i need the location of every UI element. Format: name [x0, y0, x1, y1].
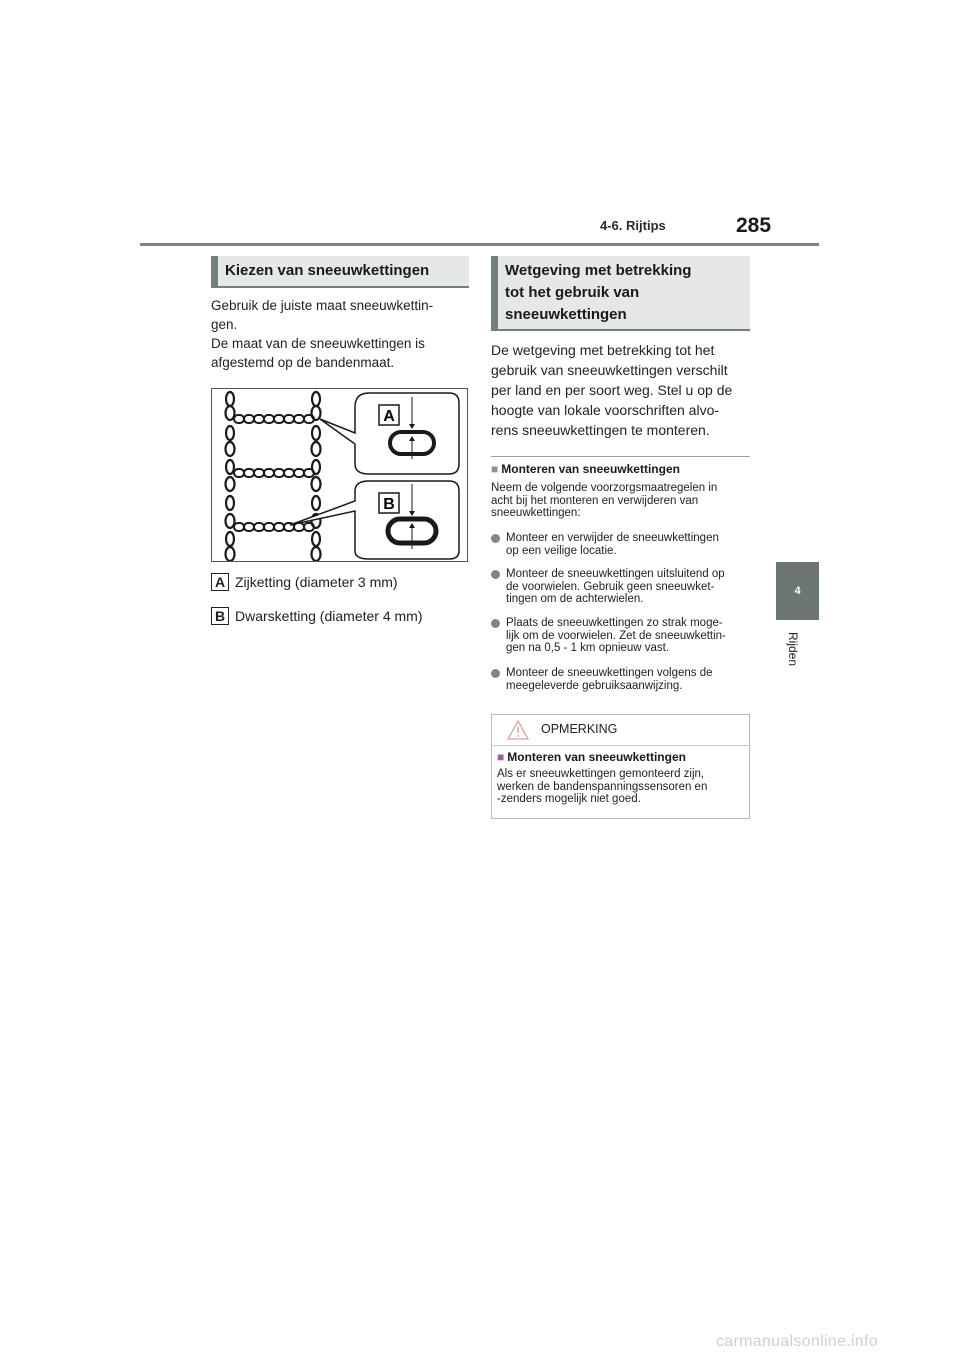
text-line: sneeuwkettingen: [491, 507, 581, 519]
divider [491, 456, 750, 457]
text-line: acht bij het monteren en verwijderen van [491, 494, 699, 507]
note-box [491, 714, 750, 819]
text-line: Als er sneeuwkettingen gemonteerd zijn, [497, 768, 705, 780]
text-line: werken de bandenspanningssensoren en [497, 780, 708, 793]
section-heading-snow-chains: Kiezen van sneeuwkettingen [211, 256, 469, 288]
text-line: afgestemd op de bandenmaat. [211, 355, 395, 370]
text-line: Monteer de sneeuwkettingen volgens de [506, 667, 713, 679]
text-line: rens sneeuwkettingen te monteren. [491, 422, 710, 438]
note-subheading: ■ Monteren van sneeuwkettingen [497, 750, 686, 764]
chapter-tab: 4 [776, 562, 819, 620]
heading-line: Wetgeving met betrekking [505, 262, 692, 279]
text-line: De wetgeving met betrekking tot het [491, 342, 715, 358]
legend-text: Zijketting (diameter 3 mm) [235, 574, 398, 590]
legend-item-b [211, 607, 423, 625]
callout-label-b: B [383, 496, 395, 513]
subheading-mounting: ■ Monteren van sneeuwkettingen [491, 462, 680, 476]
section-heading-legislation [491, 256, 750, 331]
chapter-label: Rijden [786, 632, 800, 667]
text-line: hoogte van lokale voorschriften alvo- [491, 402, 720, 418]
text-line: Plaats de sneeuwkettingen zo strak moge- [506, 617, 723, 629]
text-line: Neem de volgende voorzorgsmaatregelen in [491, 482, 718, 494]
text-line: -zenders mogelijk niet goed. [497, 793, 641, 805]
bullet-dot-icon [491, 570, 500, 579]
text-line: Monteer en verwijder de sneeuwkettingen [506, 532, 719, 544]
heading-line: tot het gebruik van [505, 284, 640, 301]
snow-chain-illustration [211, 388, 468, 562]
legend-item-a [211, 573, 398, 591]
section-title: 4-6. Rijtips [600, 218, 666, 233]
text-line: gen na 0,5 - 1 km opnieuw vast. [506, 642, 670, 654]
text-line: Gebruik de juiste maat sneeuwkettin- [211, 298, 434, 313]
text-line: de voorwielen. Gebruik geen sneeuwket- [506, 580, 715, 593]
note-body [497, 768, 745, 806]
text-line: Monteer de sneeuwkettingen uitsluitend op [506, 568, 725, 580]
side-chain-left [226, 392, 235, 561]
bullet-dot-icon [491, 669, 500, 678]
note-title: OPMERKING [541, 722, 618, 736]
square-bullet-icon: ■ [497, 750, 505, 764]
legend-text: Dwarsketting (diameter 4 mm) [235, 608, 423, 624]
text-line: lijk om de voorwielen. Zet de sneeuwkettin- [506, 629, 726, 642]
list-item [491, 532, 753, 557]
mounting-intro [491, 482, 753, 520]
watermark: carmanualsonline.info [716, 1333, 878, 1350]
text-line: gebruik van sneeuwkettingen verschilt [491, 362, 728, 378]
text-line: De maat van de sneeuwkettingen is [211, 336, 425, 351]
callout-label-a: A [383, 408, 395, 425]
text-line: tingen om de achterwielen. [506, 593, 644, 605]
text-line: meegeleverde gebruiksaanwijzing. [506, 679, 683, 692]
legend-key: B [211, 607, 229, 625]
header-rule [140, 243, 819, 246]
text-line: per land en per soort weg. Stel u op de [491, 382, 733, 398]
list-item [491, 667, 753, 692]
left-body-text [211, 296, 471, 372]
heading-line: sneeuwkettingen [505, 306, 627, 323]
list-item [491, 568, 753, 606]
cross-chains [234, 415, 314, 531]
warning-triangle-icon [506, 719, 530, 741]
legend-key: A [211, 573, 229, 591]
page-number: 285 [736, 214, 772, 237]
text-line: op een veilige locatie. [506, 544, 617, 557]
right-body-text [491, 340, 753, 440]
bullet-dot-icon [491, 534, 500, 543]
square-bullet-icon: ■ [491, 462, 499, 476]
list-item [491, 617, 753, 655]
note-header [492, 715, 749, 746]
bullet-dot-icon [491, 619, 500, 628]
chain-diagram [212, 389, 467, 561]
text-line: gen. [211, 317, 238, 332]
